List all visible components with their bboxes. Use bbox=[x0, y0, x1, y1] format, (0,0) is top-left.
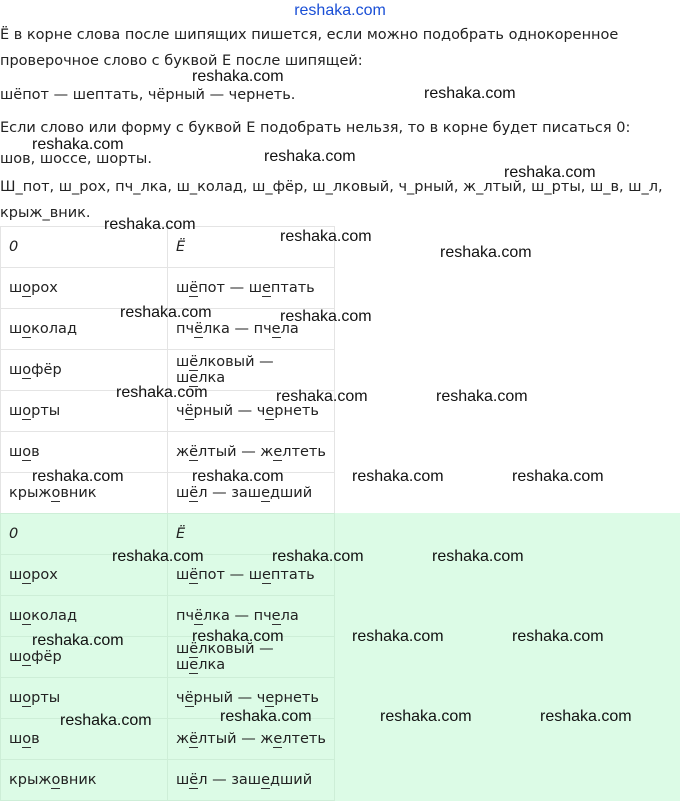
word-part: ш bbox=[9, 444, 23, 460]
word-part: крыж bbox=[9, 772, 52, 788]
word-part: ш bbox=[9, 731, 23, 747]
word-part: лтеть bbox=[282, 731, 326, 747]
word-part: фёр bbox=[31, 649, 62, 665]
word-part: лтый — ж bbox=[198, 731, 274, 747]
word-part: дший bbox=[269, 485, 313, 501]
o-word-cell bbox=[1, 268, 168, 309]
word-part: крыж bbox=[9, 485, 52, 501]
yo-word-cell bbox=[168, 760, 335, 801]
word-part: ч bbox=[176, 690, 185, 706]
word-part: ч bbox=[176, 403, 185, 419]
word-part: ш bbox=[9, 608, 23, 624]
word-part: в bbox=[31, 444, 40, 460]
table-row bbox=[1, 760, 335, 801]
yo-word-cell bbox=[168, 268, 335, 309]
watermark-text: reshaka.com bbox=[112, 548, 204, 565]
word-part: вник bbox=[60, 485, 97, 501]
watermark-text: reshaka.com bbox=[60, 712, 152, 729]
underlined-vowel: о bbox=[22, 690, 32, 706]
header-yo: Ё bbox=[168, 514, 335, 555]
table-row bbox=[1, 268, 335, 309]
exception-rule-paragraph: Если слово или форму с буквой Е подобрать нельзя, то в корне будет писаться 0: bbox=[0, 120, 631, 136]
word-part: пот — ш bbox=[198, 567, 262, 583]
underlined-vowel: о bbox=[22, 321, 32, 337]
underlined-vowel: о bbox=[22, 280, 32, 296]
rule-paragraph: Ё в корне слова после шипящих пишется, если можно подобрать однокоренное проверочное слово с буквой Е после шипящей: bbox=[0, 27, 619, 69]
underlined-vowel: ё bbox=[189, 444, 198, 460]
underlined-vowel: е bbox=[265, 690, 275, 706]
underlined-vowel: е bbox=[273, 731, 283, 747]
example-paragraph: шёпот — шептать, чёрный — чернеть. bbox=[0, 87, 296, 103]
word-part: лтеть bbox=[282, 444, 326, 460]
underlined-vowel: ё bbox=[189, 641, 199, 657]
underlined-vowel: е bbox=[262, 280, 271, 296]
word-part: ш bbox=[176, 772, 190, 788]
site-link[interactable]: reshaka.com bbox=[294, 2, 386, 19]
watermark-text: reshaka.com bbox=[280, 228, 372, 245]
word-part: лка bbox=[198, 370, 226, 386]
underlined-vowel: е bbox=[265, 403, 275, 419]
underlined-vowel: ё bbox=[189, 485, 199, 501]
word-part: птать bbox=[270, 567, 315, 583]
word-part: рты bbox=[31, 403, 61, 419]
word-part: птать bbox=[270, 280, 315, 296]
watermark-text: reshaka.com bbox=[276, 388, 368, 405]
underlined-vowel: ё bbox=[194, 608, 203, 624]
word-part: рнеть bbox=[274, 403, 319, 419]
watermark-text: reshaka.com bbox=[424, 85, 516, 102]
watermark-text: reshaka.com bbox=[220, 708, 312, 725]
word-part: лка — пч bbox=[202, 608, 272, 624]
watermark-text: reshaka.com bbox=[352, 628, 444, 645]
underlined-vowel: е bbox=[262, 567, 271, 583]
watermark-text: reshaka.com bbox=[380, 708, 472, 725]
word-part: лковый — ш bbox=[176, 641, 274, 673]
underlined-vowel: о bbox=[22, 567, 32, 583]
watermark-text: reshaka.com bbox=[32, 136, 124, 153]
underlined-vowel: е bbox=[273, 444, 283, 460]
watermark-text: reshaka.com bbox=[504, 164, 596, 181]
word-part: вник bbox=[60, 772, 97, 788]
header-o: 0 bbox=[1, 227, 168, 268]
word-part: рох bbox=[31, 567, 58, 583]
word-part: ш bbox=[9, 280, 23, 296]
word-part: л — заш bbox=[198, 485, 262, 501]
watermark-text: reshaka.com bbox=[32, 632, 124, 649]
underlined-vowel: е bbox=[271, 608, 281, 624]
watermark-text: reshaka.com bbox=[432, 548, 524, 565]
underlined-vowel: е bbox=[271, 321, 281, 337]
word-part: ш bbox=[9, 403, 23, 419]
underlined-vowel: о bbox=[51, 772, 61, 788]
underlined-vowel: е bbox=[189, 370, 199, 386]
word-part: лка bbox=[198, 657, 226, 673]
watermark-text: reshaka.com bbox=[120, 304, 212, 321]
word-part: ш bbox=[9, 567, 23, 583]
word-part: ш bbox=[9, 649, 23, 665]
word-part: лковый — ш bbox=[176, 354, 274, 386]
watermark-text: reshaka.com bbox=[104, 216, 196, 233]
word-part: ла bbox=[280, 321, 299, 337]
word-part: пч bbox=[176, 608, 195, 624]
word-part: ж bbox=[176, 444, 190, 460]
underlined-vowel: о bbox=[22, 362, 32, 378]
watermark-text: reshaka.com bbox=[540, 708, 632, 725]
word-part: лка — пч bbox=[202, 321, 272, 337]
underlined-vowel: о bbox=[22, 403, 32, 419]
word-part: рнеть bbox=[274, 690, 319, 706]
word-part: пот — ш bbox=[198, 280, 262, 296]
underlined-vowel: ё bbox=[189, 354, 199, 370]
watermark-text: reshaka.com bbox=[32, 468, 124, 485]
underlined-vowel: е bbox=[189, 657, 199, 673]
word-part: в bbox=[31, 731, 40, 747]
underlined-vowel: о bbox=[22, 444, 32, 460]
watermark-text: reshaka.com bbox=[512, 628, 604, 645]
watermark-text: reshaka.com bbox=[264, 148, 356, 165]
underlined-vowel: о bbox=[22, 649, 32, 665]
word-part: ш bbox=[9, 362, 23, 378]
o-word-cell bbox=[1, 596, 168, 637]
underlined-vowel: ё bbox=[189, 280, 199, 296]
word-part: рный — ч bbox=[193, 690, 266, 706]
watermark-text: reshaka.com bbox=[280, 308, 372, 325]
watermark-text: reshaka.com bbox=[192, 68, 284, 85]
underlined-vowel: о bbox=[51, 485, 61, 501]
word-part: пч bbox=[176, 321, 195, 337]
watermark-text: reshaka.com bbox=[352, 468, 444, 485]
exercise-paragraph: Ш_пот, ш_рох, пч_лка, ш_колад, ш_фёр, ш_лковый, ч_рный, ж_лтый, ш_рты, ш_в, ш_л, крыж_вник. bbox=[0, 179, 663, 221]
underlined-vowel: ё bbox=[189, 731, 198, 747]
underlined-vowel: е bbox=[261, 485, 270, 501]
word-part: ш bbox=[176, 567, 190, 583]
watermark-text: reshaka.com bbox=[436, 388, 528, 405]
word-part: колад bbox=[31, 321, 77, 337]
word-part: рный — ч bbox=[193, 403, 266, 419]
underlined-vowel: ё bbox=[189, 772, 199, 788]
word-part: ш bbox=[176, 280, 190, 296]
table-row bbox=[1, 432, 335, 473]
exception-examples: шов, шоссе, шорты. bbox=[0, 151, 152, 167]
underlined-vowel: о bbox=[22, 731, 32, 747]
word-part: ш bbox=[176, 641, 190, 657]
word-part: л — заш bbox=[198, 772, 262, 788]
watermark-text: reshaka.com bbox=[272, 548, 364, 565]
underlined-vowel: ё bbox=[194, 321, 203, 337]
watermark-text: reshaka.com bbox=[192, 628, 284, 645]
table-row bbox=[1, 596, 335, 637]
header-o: 0 bbox=[1, 514, 168, 555]
word-part: ла bbox=[280, 608, 299, 624]
word-part: дший bbox=[269, 772, 313, 788]
word-part: рты bbox=[31, 690, 61, 706]
underlined-vowel: ё bbox=[189, 567, 199, 583]
word-part: рох bbox=[31, 280, 58, 296]
underlined-vowel: ё bbox=[184, 403, 194, 419]
watermark-text: reshaka.com bbox=[440, 244, 532, 261]
underlined-vowel: е bbox=[261, 772, 270, 788]
yo-word-cell bbox=[168, 432, 335, 473]
watermark-text: reshaka.com bbox=[192, 468, 284, 485]
o-word-cell bbox=[1, 760, 168, 801]
watermark-text: reshaka.com bbox=[512, 468, 604, 485]
word-part: ш bbox=[9, 321, 23, 337]
word-part: колад bbox=[31, 608, 77, 624]
underlined-vowel: о bbox=[22, 608, 32, 624]
o-word-cell bbox=[1, 432, 168, 473]
word-part: лтый — ж bbox=[198, 444, 274, 460]
underlined-vowel: ё bbox=[184, 690, 194, 706]
header-yo: Ё bbox=[168, 227, 335, 268]
word-part: ш bbox=[176, 485, 190, 501]
word-part: фёр bbox=[31, 362, 62, 378]
watermark-text: reshaka.com bbox=[116, 384, 208, 401]
word-part: ш bbox=[9, 690, 23, 706]
word-part: ж bbox=[176, 731, 190, 747]
word-part: ш bbox=[176, 354, 190, 370]
